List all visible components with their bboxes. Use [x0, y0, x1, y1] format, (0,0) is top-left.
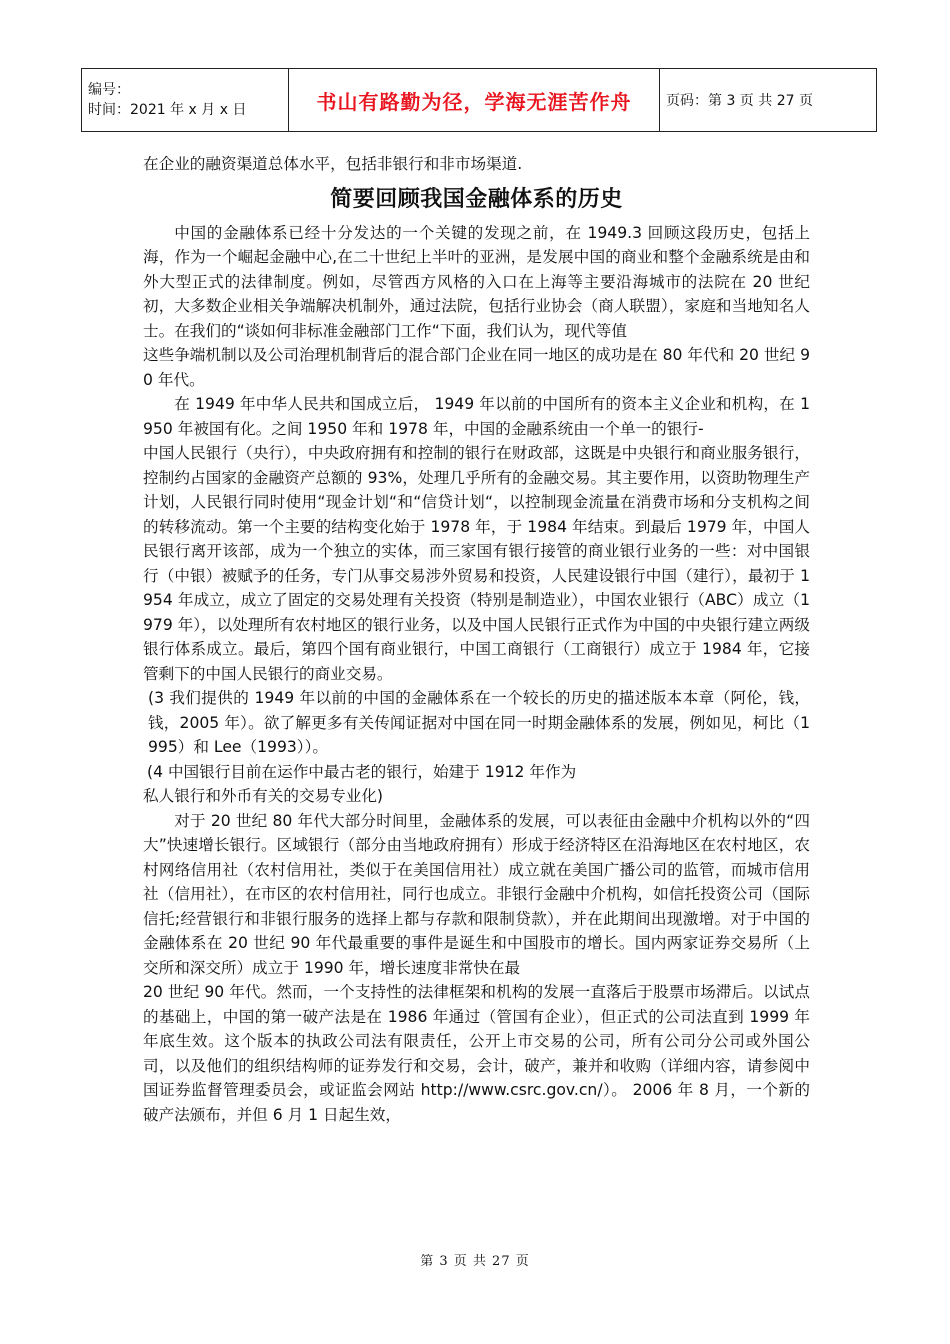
doc-date: 时间：2021 年 x 月 x 日: [88, 102, 247, 118]
footnote-4-line-2: 私人银行和外币有关的交易专业化): [143, 787, 383, 805]
paragraph-1: 中国的金融体系已经十分发达的一个关键的发现之前，在 1949.3 回顾这段历史，包括上海，作为一个崛起金融中心,在二十世纪上半叶的亚洲，是发展中国的商业和整个金融系统是由和外大型正式的法律制度。例如，尽管西方风格的入口在上海等主要沿海城市的法院在 20 世纪初，大多数企业相关争端解决机制外，通过法院，包括行业协会（商人联盟），家庭和当地知名人士。在我们的“谈如何非标准金融部门工作“下面，我们认为，现代等值: [143, 223, 810, 340]
doc-number-label: 编号：: [88, 82, 130, 98]
page-footer: 第 3 页 共 27 页: [420, 1254, 530, 1269]
section-title: 简要回顾我国金融体系的历史: [330, 186, 623, 212]
intro-line: 在企业的融资渠道总体水平，包括非银行和非市场渠道.: [143, 155, 523, 173]
header-meta-cell: [82, 69, 289, 132]
paragraph-1-continued: 这些争端机制以及公司治理机制背后的混合部门企业在同一地区的成功是在 80 年代和 20 世纪 90 年代。: [143, 346, 810, 389]
paragraph-3-continued: 20 世纪 90 年代。然而，一个支持性的法律框架和机构的发展一直落后于股票市场滞后。以试点的基础上，中国的第一破产法是在 1986 年通过（管国有企业），但正式的公司法直到 1999 年年底生效。这个版本的执政公司法有限责任，公开上市交易的公司，所有公司分公司或外国公司，以及他们的组织结构师的证券发行和交易，会计，破产，兼并和收购（详细内容，请参阅中国证券监督管理委员会，或证监会网站 http://www.csrc.gov.cn/）。 2006 年 8 月，一个新的破产法颁布，并但 6 月 1 日起生效，: [143, 983, 810, 1124]
paragraph-2: 在 1949 年中华人民共和国成立后， 1949 年以前的中国所有的资本主义企业和机构，在 1950 年被国有化。之间 1950 年和 1978 年，中国的金融系统由一个单一的银行-: [143, 395, 810, 438]
header-table: [81, 68, 877, 132]
document-body: [143, 152, 810, 1127]
header-motto-cell: [289, 69, 660, 132]
paragraph-2-continued: 中国人民银行（央行），中央政府拥有和控制的银行在财政部，这既是中央银行和商业服务银行，控制约占国家的金融资产总额的 93%，处理几乎所有的金融交易。其主要作用，以资助物理生产计划，人民银行同时使用“现金计划“和“信贷计划“，以控制现金流量在消费市场和分支机构之间的转移流动。第一个主要的结构变化始于 1978 年，于 1984 年结束。到最后 1979 年，中国人民银行离开该部，成为一个独立的实体，而三家国有银行接管的商业银行业务的一些：对中国银行（中银）被赋予的任务，专门从事交易涉外贸易和投资，人民建设银行中国（建行），最初于 1954 年成立，成立了固定的交易处理有关投资（特别是制造业），中国农业银行（ABC）成立（1979 年），以处理所有农村地区的银行业务，以及中国人民银行正式作为中国的中央银行建立两级银行体系成立。最后，第四个国有商业银行，中国工商银行（工商银行）成立于 1984 年，它接管剩下的中国人民银行的商业交易。: [143, 444, 810, 683]
footnote-4-line-1: (4 中国银行目前在运作中最古老的银行，始建于 1912 年作为: [147, 762, 577, 781]
paragraph-3: 对于 20 世纪 80 年代大部分时间里，金融体系的发展，可以表征由金融中介机构以外的“四大”快速增长银行。区域银行（部分由当地政府拥有）形成于经济特区在沿海地区在农村地区，农村网络信用社（农村信用社，类似于在美国信用社）成立就在美国广播公司的监管，而城市信用社（信用社），在市区的农村信用社，同行也成立。非银行金融中介机构，如信托投资公司（国际信托;经营银行和非银行服务的选择上都与存款和限制贷款），并在此期间出现激增。对于中国的金融体系在 20 世纪 90 年代最重要的事件是诞生和中国股市的增长。国内两家证券交易所（上交所和深交所）成立于 1990 年，增长速度非常快在最: [143, 811, 810, 977]
header-motto: 书山有路勤为径，学海无涯苦作舟: [316, 89, 632, 114]
header-page-cell: [660, 69, 877, 132]
footnote-3: (3 我们提供的 1949 年以前的中国的金融体系在一个较长的历史的描述版本本章（阿伦，钱，钱，2005 年）。欲了解更多有关传闻证据对中国在同一时期金融体系的发展，例如见，柯比（1995）和 Lee（1993））。: [148, 689, 810, 756]
header-page-info: 页码：第 3 页 共 27 页: [666, 93, 813, 109]
